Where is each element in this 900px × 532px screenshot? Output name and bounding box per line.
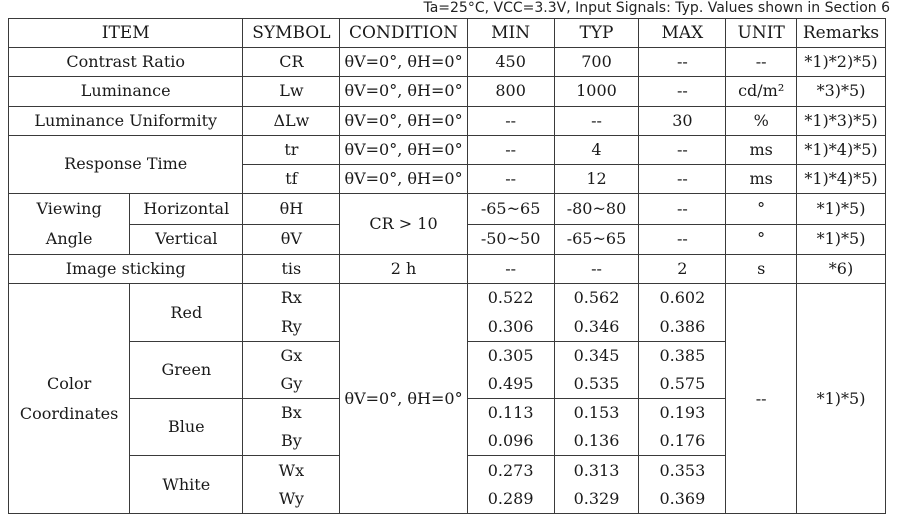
sub-item-cell: Blue [130, 399, 243, 456]
symbol-cell: Lw [243, 77, 340, 106]
table-row [9, 194, 886, 225]
item-cell: Image sticking [9, 255, 243, 284]
remarks-cell: *1)*5) [797, 224, 886, 255]
item-cell: Contrast Ratio [9, 48, 243, 77]
typ-cell: -- [554, 106, 639, 135]
symbol-cell: θH [243, 194, 340, 225]
max-cell: -- [639, 48, 726, 77]
item-cell [9, 194, 130, 255]
max-cell: 0.386 [639, 313, 726, 342]
min-cell: 0.306 [467, 313, 554, 342]
item-cell [9, 284, 130, 514]
table-row [9, 255, 886, 284]
col-header-typ: TYP [554, 19, 639, 48]
symbol-cell: Wy [243, 485, 340, 514]
remarks-cell: *1)*2)*5) [797, 48, 886, 77]
sub-item-cell: Red [130, 284, 243, 341]
min-cell: 0.113 [467, 399, 554, 428]
unit-cell: s [726, 255, 797, 284]
condition-cell: 2 h [340, 255, 467, 284]
unit-cell: ms [726, 164, 797, 193]
min-cell: 0.522 [467, 284, 554, 313]
unit-cell: -- [726, 284, 797, 514]
item-cell: Luminance [9, 77, 243, 106]
col-header-item: ITEM [9, 19, 243, 48]
max-cell: -- [639, 77, 726, 106]
item-line: Angle [45, 229, 93, 249]
sub-item-cell: Green [130, 341, 243, 398]
min-cell: -- [467, 135, 554, 164]
typ-cell: 4 [554, 135, 639, 164]
max-cell: 2 [639, 255, 726, 284]
unit-cell: -- [726, 48, 797, 77]
col-header-min: MIN [467, 19, 554, 48]
typ-cell: 0.562 [554, 284, 639, 313]
test-conditions-note: Ta=25°C, VCC=3.3V, Input Signals: Typ. Values shown in Section 6 [423, 0, 890, 16]
min-cell: -- [467, 255, 554, 284]
max-cell: -- [639, 164, 726, 193]
min-cell: 450 [467, 48, 554, 77]
max-cell: 0.602 [639, 284, 726, 313]
max-cell: 0.369 [639, 485, 726, 514]
table-row [9, 106, 886, 135]
symbol-cell: θV [243, 224, 340, 255]
item-line: Coordinates [19, 403, 119, 423]
symbol-cell: Ry [243, 313, 340, 342]
max-cell: -- [639, 224, 726, 255]
min-cell: -- [467, 106, 554, 135]
typ-cell: 0.345 [554, 341, 639, 370]
symbol-cell: Gy [243, 370, 340, 399]
remarks-cell: *3)*5) [797, 77, 886, 106]
remarks-cell: *1)*5) [797, 194, 886, 225]
unit-cell: cd/m² [726, 77, 797, 106]
condition-cell: θV=0°, θH=0° [340, 48, 467, 77]
col-header-condition: CONDITION [340, 19, 467, 48]
item-cell: Response Time [9, 135, 243, 193]
max-cell: -- [639, 135, 726, 164]
max-cell: 0.575 [639, 370, 726, 399]
symbol-cell: Wx [243, 456, 340, 485]
condition-cell: θV=0°, θH=0° [340, 135, 467, 164]
typ-cell: 0.346 [554, 313, 639, 342]
min-cell: 0.096 [467, 427, 554, 456]
condition-cell: θV=0°, θH=0° [340, 164, 467, 193]
typ-cell: 0.313 [554, 456, 639, 485]
symbol-cell: By [243, 427, 340, 456]
condition-cell: CR > 10 [340, 194, 467, 255]
table-row [9, 284, 886, 313]
min-cell: -65~65 [467, 194, 554, 225]
item-line: Viewing [36, 199, 102, 219]
max-cell: 0.353 [639, 456, 726, 485]
symbol-cell: tis [243, 255, 340, 284]
symbol-cell: Rx [243, 284, 340, 313]
header-row [9, 19, 886, 48]
unit-cell: % [726, 106, 797, 135]
table-row [9, 77, 886, 106]
min-cell: -- [467, 164, 554, 193]
typ-cell: 0.535 [554, 370, 639, 399]
condition-cell: θV=0°, θH=0° [340, 77, 467, 106]
unit-cell: ms [726, 135, 797, 164]
remarks-cell: *1)*5) [797, 284, 886, 514]
typ-cell: 0.153 [554, 399, 639, 428]
symbol-cell: Gx [243, 341, 340, 370]
condition-cell: θV=0°, θH=0° [340, 284, 467, 514]
typ-cell: -- [554, 255, 639, 284]
typ-cell: 0.329 [554, 485, 639, 514]
optical-spec-table [8, 18, 886, 514]
max-cell: 0.176 [639, 427, 726, 456]
typ-cell: -80~80 [554, 194, 639, 225]
typ-cell: 12 [554, 164, 639, 193]
symbol-cell: tr [243, 135, 340, 164]
item-line: Color [46, 373, 92, 393]
symbol-cell: Bx [243, 399, 340, 428]
col-header-unit: UNIT [726, 19, 797, 48]
min-cell: 0.289 [467, 485, 554, 514]
max-cell: 0.193 [639, 399, 726, 428]
typ-cell: 0.136 [554, 427, 639, 456]
item-cell: Luminance Uniformity [9, 106, 243, 135]
sub-item-cell: Horizontal [130, 194, 243, 225]
symbol-cell: ΔLw [243, 106, 340, 135]
min-cell: 0.273 [467, 456, 554, 485]
min-cell: 0.495 [467, 370, 554, 399]
condition-cell: θV=0°, θH=0° [340, 106, 467, 135]
col-header-symbol: SYMBOL [243, 19, 340, 48]
remarks-cell: *1)*4)*5) [797, 164, 886, 193]
min-cell: -50~50 [467, 224, 554, 255]
min-cell: 800 [467, 77, 554, 106]
remarks-cell: *1)*4)*5) [797, 135, 886, 164]
remarks-cell: *1)*3)*5) [797, 106, 886, 135]
sub-item-cell: Vertical [130, 224, 243, 255]
col-header-remarks: Remarks [797, 19, 886, 48]
typ-cell: 700 [554, 48, 639, 77]
table-row [9, 48, 886, 77]
min-cell: 0.305 [467, 341, 554, 370]
unit-cell: ° [726, 224, 797, 255]
col-header-max: MAX [639, 19, 726, 48]
sub-item-cell: White [130, 456, 243, 513]
typ-cell: 1000 [554, 77, 639, 106]
unit-cell: ° [726, 194, 797, 225]
typ-cell: -65~65 [554, 224, 639, 255]
symbol-cell: tf [243, 164, 340, 193]
remarks-cell: *6) [797, 255, 886, 284]
max-cell: 30 [639, 106, 726, 135]
table-row [9, 135, 886, 164]
max-cell: 0.385 [639, 341, 726, 370]
symbol-cell: CR [243, 48, 340, 77]
max-cell: -- [639, 194, 726, 225]
